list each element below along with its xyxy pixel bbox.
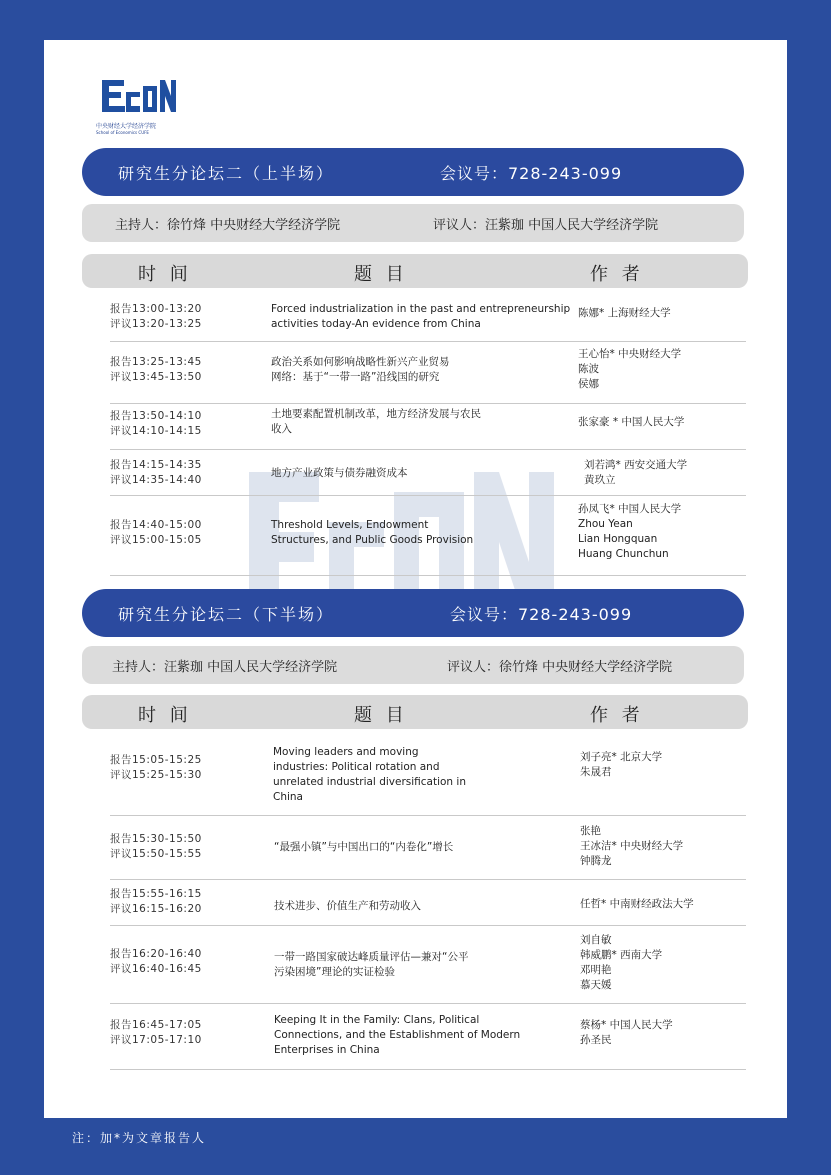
row-divider: [110, 1069, 746, 1070]
row-time: 报告14:15-14:35 评议14:35-14:40: [110, 459, 202, 486]
header-author: 作 者: [590, 264, 644, 285]
row-time: 报告13:00-13:20 评议13:20-13:25: [110, 303, 202, 330]
row-time: 报告13:25-13:45 评议13:45-13:50: [110, 356, 202, 383]
host-bar: [82, 204, 744, 242]
schedule-row: [110, 342, 746, 404]
row-time: 报告15:30-15:50 评议15:50-15:55: [110, 833, 202, 860]
schedule-row: [110, 738, 746, 816]
meeting-id: 会议号：728-243-099: [450, 605, 633, 624]
schedule-row: [110, 450, 746, 496]
row-time: 报告16:20-16:40 评议16:40-16:45: [110, 948, 202, 975]
logo-text-cn: 中央财经大学经济学院: [96, 123, 157, 130]
session-title: 研究生分论坛二（上半场）: [118, 164, 335, 183]
session-banner: [82, 589, 744, 637]
program-card: [44, 40, 787, 1118]
row-topic: 土地要素配置机制改革，地方经济发展与农民 收入: [271, 408, 481, 435]
row-time: 报告15:55-16:15 评议16:15-16:20: [110, 888, 202, 915]
row-authors: 刘子亮* 北京大学 朱晟君: [580, 751, 663, 778]
row-topic: Keeping It in the Family: Clans, Political Connections, and the Establishment of Modern Enterprises in China: [274, 1014, 521, 1056]
row-topic: Moving leaders and moving industries: Political rotation and unrelated industrial diversification in China: [273, 746, 466, 803]
header-author: 作 者: [590, 705, 644, 726]
row-authors: 蔡杨* 中国人民大学 孙圣民: [580, 1019, 673, 1046]
schedule-row: [110, 296, 746, 342]
reviewer-label: 评议人：汪紫珈 中国人民大学经济学院: [433, 218, 659, 233]
host-label: 主持人：汪紫珈 中国人民大学经济学院: [112, 660, 338, 675]
logo-text-en: School of Economics CUFE: [96, 130, 149, 135]
header-time: 时 间: [138, 264, 192, 285]
row-authors: 任哲* 中南财经政法大学: [580, 898, 694, 910]
header-topic: 题 目: [354, 705, 408, 726]
meeting-id: 会议号：728-243-099: [440, 164, 623, 183]
host-label: 主持人：徐竹烽 中央财经大学经济学院: [115, 218, 341, 233]
row-authors: 陈娜* 上海财经大学: [578, 307, 671, 319]
row-topic: 地方产业政策与债券融资成本: [271, 467, 408, 479]
row-topic: 政治关系如何影响战略性新兴产业贸易 网络：基于“一带一路”沿线国的研究: [271, 356, 450, 383]
row-topic: “最强小镇”与中国出口的“内卷化”增长: [274, 841, 454, 853]
row-authors: 张艳 王冰洁* 中央财经大学 钟腾龙: [580, 825, 684, 867]
schedule-row: [110, 404, 746, 450]
econ-logo-icon: [96, 72, 176, 120]
row-topic: Threshold Levels, Endowment Structures, and Public Goods Provision: [271, 519, 474, 546]
row-topic: Forced industrialization in the past and entrepreneurship activities today-An evidence from China: [271, 303, 571, 330]
row-time: 报告13:50-14:10 评议14:10-14:15: [110, 410, 202, 437]
footnote: 注：加*为文章报告人: [72, 1131, 207, 1145]
schedule-row: [110, 880, 746, 926]
host-bar: [82, 646, 744, 684]
session-title: 研究生分论坛二（下半场）: [118, 605, 335, 624]
row-authors: 刘自敏 韩威鹏* 西南大学 邓明艳 慕天媛: [580, 934, 663, 991]
header-topic: 题 目: [354, 264, 408, 285]
session-banner: [82, 148, 744, 196]
row-time: 报告15:05-15:25 评议15:25-15:30: [110, 754, 202, 781]
schedule-row: [110, 816, 746, 880]
schedule-row: [110, 926, 746, 1004]
row-topic: 技术进步、价值生产和劳动收入: [274, 900, 421, 912]
row-authors: 张家豪 * 中国人民大学: [578, 416, 685, 428]
reviewer-label: 评议人：徐竹烽 中央财经大学经济学院: [447, 660, 673, 675]
column-header: [82, 254, 748, 288]
row-divider: [110, 575, 746, 576]
row-topic: 一带一路国家破达峰质量评估—兼对“公平 污染困境”理论的实证检验: [274, 951, 469, 978]
school-logo: [96, 72, 176, 135]
schedule-row: [110, 496, 746, 576]
schedule-row: [110, 1004, 746, 1070]
row-time: 报告14:40-15:00 评议15:00-15:05: [110, 519, 202, 546]
row-authors: 孙凤飞* 中国人民大学 Zhou Yean Lian Hongquan Huang Chunchun: [578, 503, 682, 560]
row-authors: 王心怡* 中央财经大学 陈波 侯娜: [578, 348, 682, 390]
header-time: 时 间: [138, 705, 192, 726]
column-header: [82, 695, 748, 729]
row-authors: 刘若鸿* 西安交通大学 黄玖立: [584, 459, 688, 486]
row-time: 报告16:45-17:05 评议17:05-17:10: [110, 1019, 202, 1046]
